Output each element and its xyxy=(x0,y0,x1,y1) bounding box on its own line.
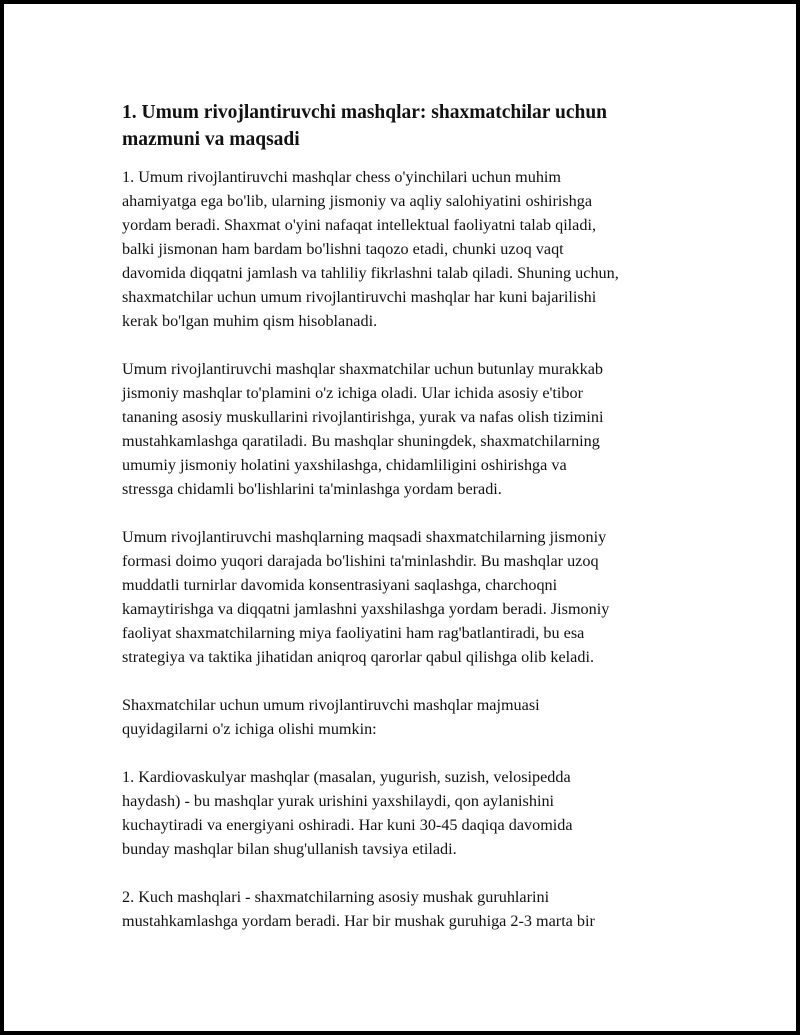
paragraph-intro xyxy=(122,165,722,333)
text-line: Umum rivojlantiruvchi mashqlar shaxmatchilar uchun butunlay murakkab xyxy=(122,360,604,378)
text-line: mustahkamlashga yordam beradi. Har bir mushak guruhiga 2-3 marta bir xyxy=(122,912,595,930)
text-line: mustahkamlashga qaratiladi. Bu mashqlar shuningdek, shaxmatchilarning xyxy=(122,432,600,450)
text-line: 1. Umum rivojlantiruvchi mashqlar chess o'yinchilari uchun muhim xyxy=(122,168,561,186)
text-line: kuchaytiradi va energiyani oshiradi. Har kuni 30-45 daqiqa davomida xyxy=(122,816,573,834)
text-line: quyidagilarni o'z ichiga olishi mumkin: xyxy=(122,720,377,738)
text-line: 1. Kardiovaskulyar mashqlar (masalan, yugurish, suzish, velosipedda xyxy=(122,768,571,786)
list-item-strength xyxy=(122,885,722,933)
text-line: Shaxmatchilar uchun umum rivojlantiruvchi mashqlar majmuasi xyxy=(122,696,540,714)
paragraph-goal xyxy=(122,525,722,669)
text-line: jismoniy mashqlar to'plamini o'z ichiga oladi. Ular ichida asosiy e'tibor xyxy=(122,384,584,402)
document-title xyxy=(122,99,722,153)
text-line: stressga chidamli bo'lishlarini ta'minlashga yordam beradi. xyxy=(122,480,502,498)
text-line: formasi doimo yuqori darajada bo'lishini ta'minlashdir. Bu mashqlar uzoq xyxy=(122,552,599,570)
text-line: tananing asosiy muskullarini rivojlantirishga, yurak va nafas olish tizimini xyxy=(122,408,604,426)
list-item-cardio xyxy=(122,765,722,861)
title-line: mazmuni va maqsadi xyxy=(122,129,300,150)
text-line: strategiya va taktika jihatidan aniqroq qarorlar qabul qilishga olib keladi. xyxy=(122,648,594,666)
text-line: yordam beradi. Shaxmat o'yini nafaqat intellektual faoliyatni talab qiladi, xyxy=(122,216,597,234)
text-line: 2. Kuch mashqlari - shaxmatchilarning asosiy mushak guruhlarini xyxy=(122,888,550,906)
text-line: balki jismonan ham bardam bo'lishni taqozo etadi, chunki uzoq vaqt xyxy=(122,240,564,258)
paragraph-content xyxy=(122,357,722,501)
title-line: 1. Umum rivojlantiruvchi mashqlar: shaxmatchilar uchun xyxy=(122,102,608,123)
document-body xyxy=(122,99,722,957)
text-line: shaxmatchilar uchun umum rivojlantiruvchi mashqlar har kuni bajarilishi xyxy=(122,288,597,306)
paragraph-list-intro xyxy=(122,693,722,741)
text-line: bunday mashqlar bilan shug'ullanish tavsiya etiladi. xyxy=(122,840,457,858)
text-line: faoliyat shaxmatchilarning miya faoliyatini ham rag'batlantiradi, bu esa xyxy=(122,624,585,642)
text-line: kerak bo'lgan muhim qism hisoblanadi. xyxy=(122,312,378,330)
text-line: ahamiyatga ega bo'lib, ularning jismoniy va aqliy salohiyatini oshirishga xyxy=(122,192,593,210)
text-line: Umum rivojlantiruvchi mashqlarning maqsadi shaxmatchilarning jismoniy xyxy=(122,528,607,546)
text-line: haydash) - bu mashqlar yurak urishini yaxshilaydi, qon aylanishini xyxy=(122,792,555,810)
text-line: muddatli turnirlar davomida konsentrasiyani saqlashga, charchoqni xyxy=(122,576,558,594)
text-line: davomida diqqatni jamlash va tahliliy fikrlashni talab qiladi. Shuning uchun, xyxy=(122,264,619,282)
text-line: umumiy jismoniy holatini yaxshilashga, chidamliligini oshirishga va xyxy=(122,456,567,474)
text-line: kamaytirishga va diqqatni jamlashni yaxshilashga yordam beradi. Jismoniy xyxy=(122,600,610,618)
